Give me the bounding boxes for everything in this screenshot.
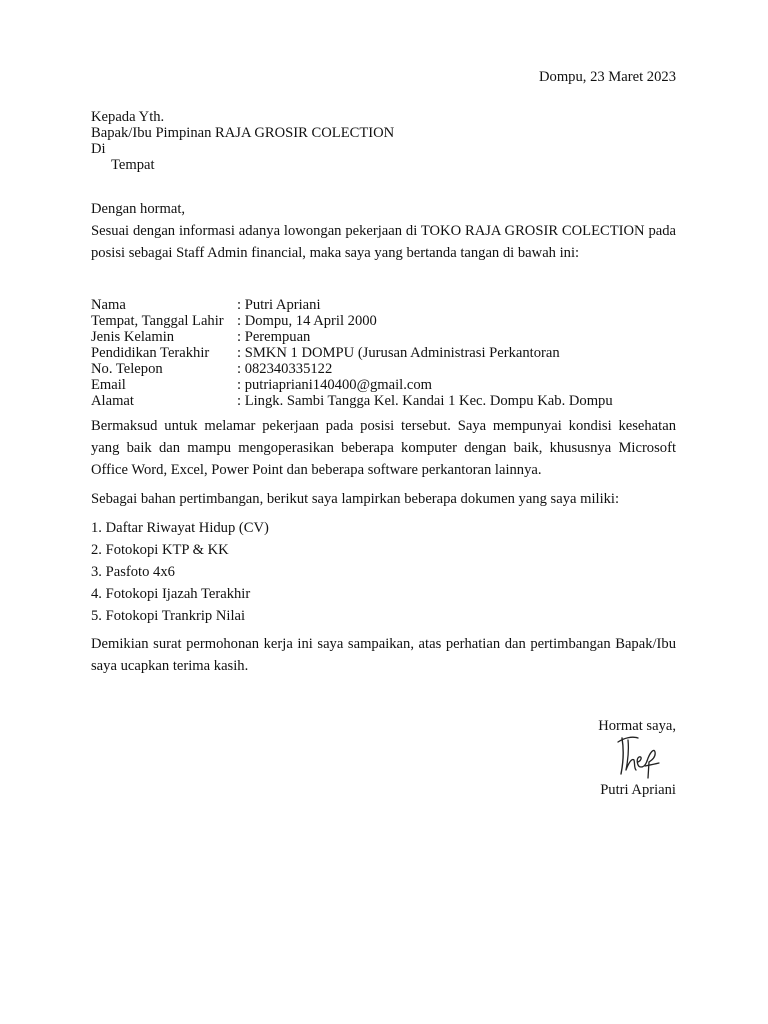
- identity-value: : SMKN 1 DOMPU (Jurusan Administrasi Perkantoran: [237, 345, 560, 361]
- identity-value: : Putri Apriani: [237, 297, 321, 313]
- intro-paragraph: Sesuai dengan informasi adanya lowongan pekerjaan di TOKO RAJA GROSIR COLECTION pada posisi sebagai Staff Admin financial, maka saya yang bertanda tangan di bawah ini:: [91, 223, 676, 261]
- recipient-block: [91, 109, 394, 173]
- identity-label: Jenis Kelamin: [91, 329, 175, 345]
- attachments-list: [91, 517, 269, 627]
- identity-label: Nama: [91, 297, 126, 313]
- greeting: Dengan hormat,: [91, 201, 186, 217]
- identity-value: : Lingk. Sambi Tangga Kel. Kandai 1 Kec. Dompu Kab. Dompu: [237, 393, 613, 409]
- attachment-item: 4. Fotokopi Ijazah Terakhir: [91, 586, 251, 602]
- recipient-place: Tempat: [111, 157, 155, 173]
- signer-name: Putri Apriani: [600, 782, 676, 798]
- identity-value: : 082340335122: [237, 361, 333, 377]
- attachment-item: 2. Fotokopi KTP & KK: [91, 542, 229, 558]
- attachment-item: 3. Pasfoto 4x6: [91, 564, 175, 580]
- identity-label: Tempat, Tanggal Lahir: [91, 313, 224, 329]
- identity-label: Email: [91, 377, 126, 393]
- identity-label: No. Telepon: [91, 361, 163, 377]
- identity-row: [91, 361, 613, 377]
- identity-row: [91, 393, 613, 409]
- identity-value: : putriapriani140400@gmail.com: [237, 377, 433, 393]
- identity-row: [91, 329, 613, 345]
- attachment-item: 5. Fotokopi Trankrip Nilai: [91, 608, 246, 624]
- attachments-intro: Sebagai bahan pertimbangan, berikut saya lampirkan beberapa dokumen yang saya miliki:: [91, 491, 620, 507]
- recipient-salutation: Kepada Yth.: [91, 109, 165, 125]
- identity-row: [91, 313, 613, 329]
- identity-label: Alamat: [91, 393, 134, 409]
- purpose-paragraph: Bermaksud untuk melamar pekerjaan pada posisi tersebut. Saya mempunyai kondisi kesehatan yang baik dan mampu mengoperasikan beberapa komputer dengan baik, khususnya Microsoft Office Word, Excel, Power Point dan beberapa software perkantoran lainnya.: [91, 418, 676, 478]
- identity-row: [91, 377, 613, 393]
- identity-value: : Dompu, 14 April 2000: [237, 313, 377, 329]
- recipient-at: Di: [91, 141, 106, 157]
- identity-value: : Perempuan: [237, 329, 311, 345]
- attachment-item: 1. Daftar Riwayat Hidup (CV): [91, 520, 269, 536]
- recipient-name: Bapak/Ibu Pimpinan RAJA GROSIR COLECTION: [91, 125, 395, 141]
- identity-table: [91, 297, 613, 409]
- identity-label: Pendidikan Terakhir: [91, 345, 210, 361]
- sign-off: Hormat saya,: [598, 718, 676, 734]
- identity-row: [91, 297, 613, 313]
- closing-paragraph: Demikian surat permohonan kerja ini saya sampaikan, atas perhatian dan pertimbangan Bapak/Ibu saya ucapkan terima kasih.: [91, 636, 676, 674]
- identity-row: [91, 345, 613, 361]
- signature-image: [614, 730, 662, 780]
- letter-date: Dompu, 23 Maret 2023: [538, 69, 676, 85]
